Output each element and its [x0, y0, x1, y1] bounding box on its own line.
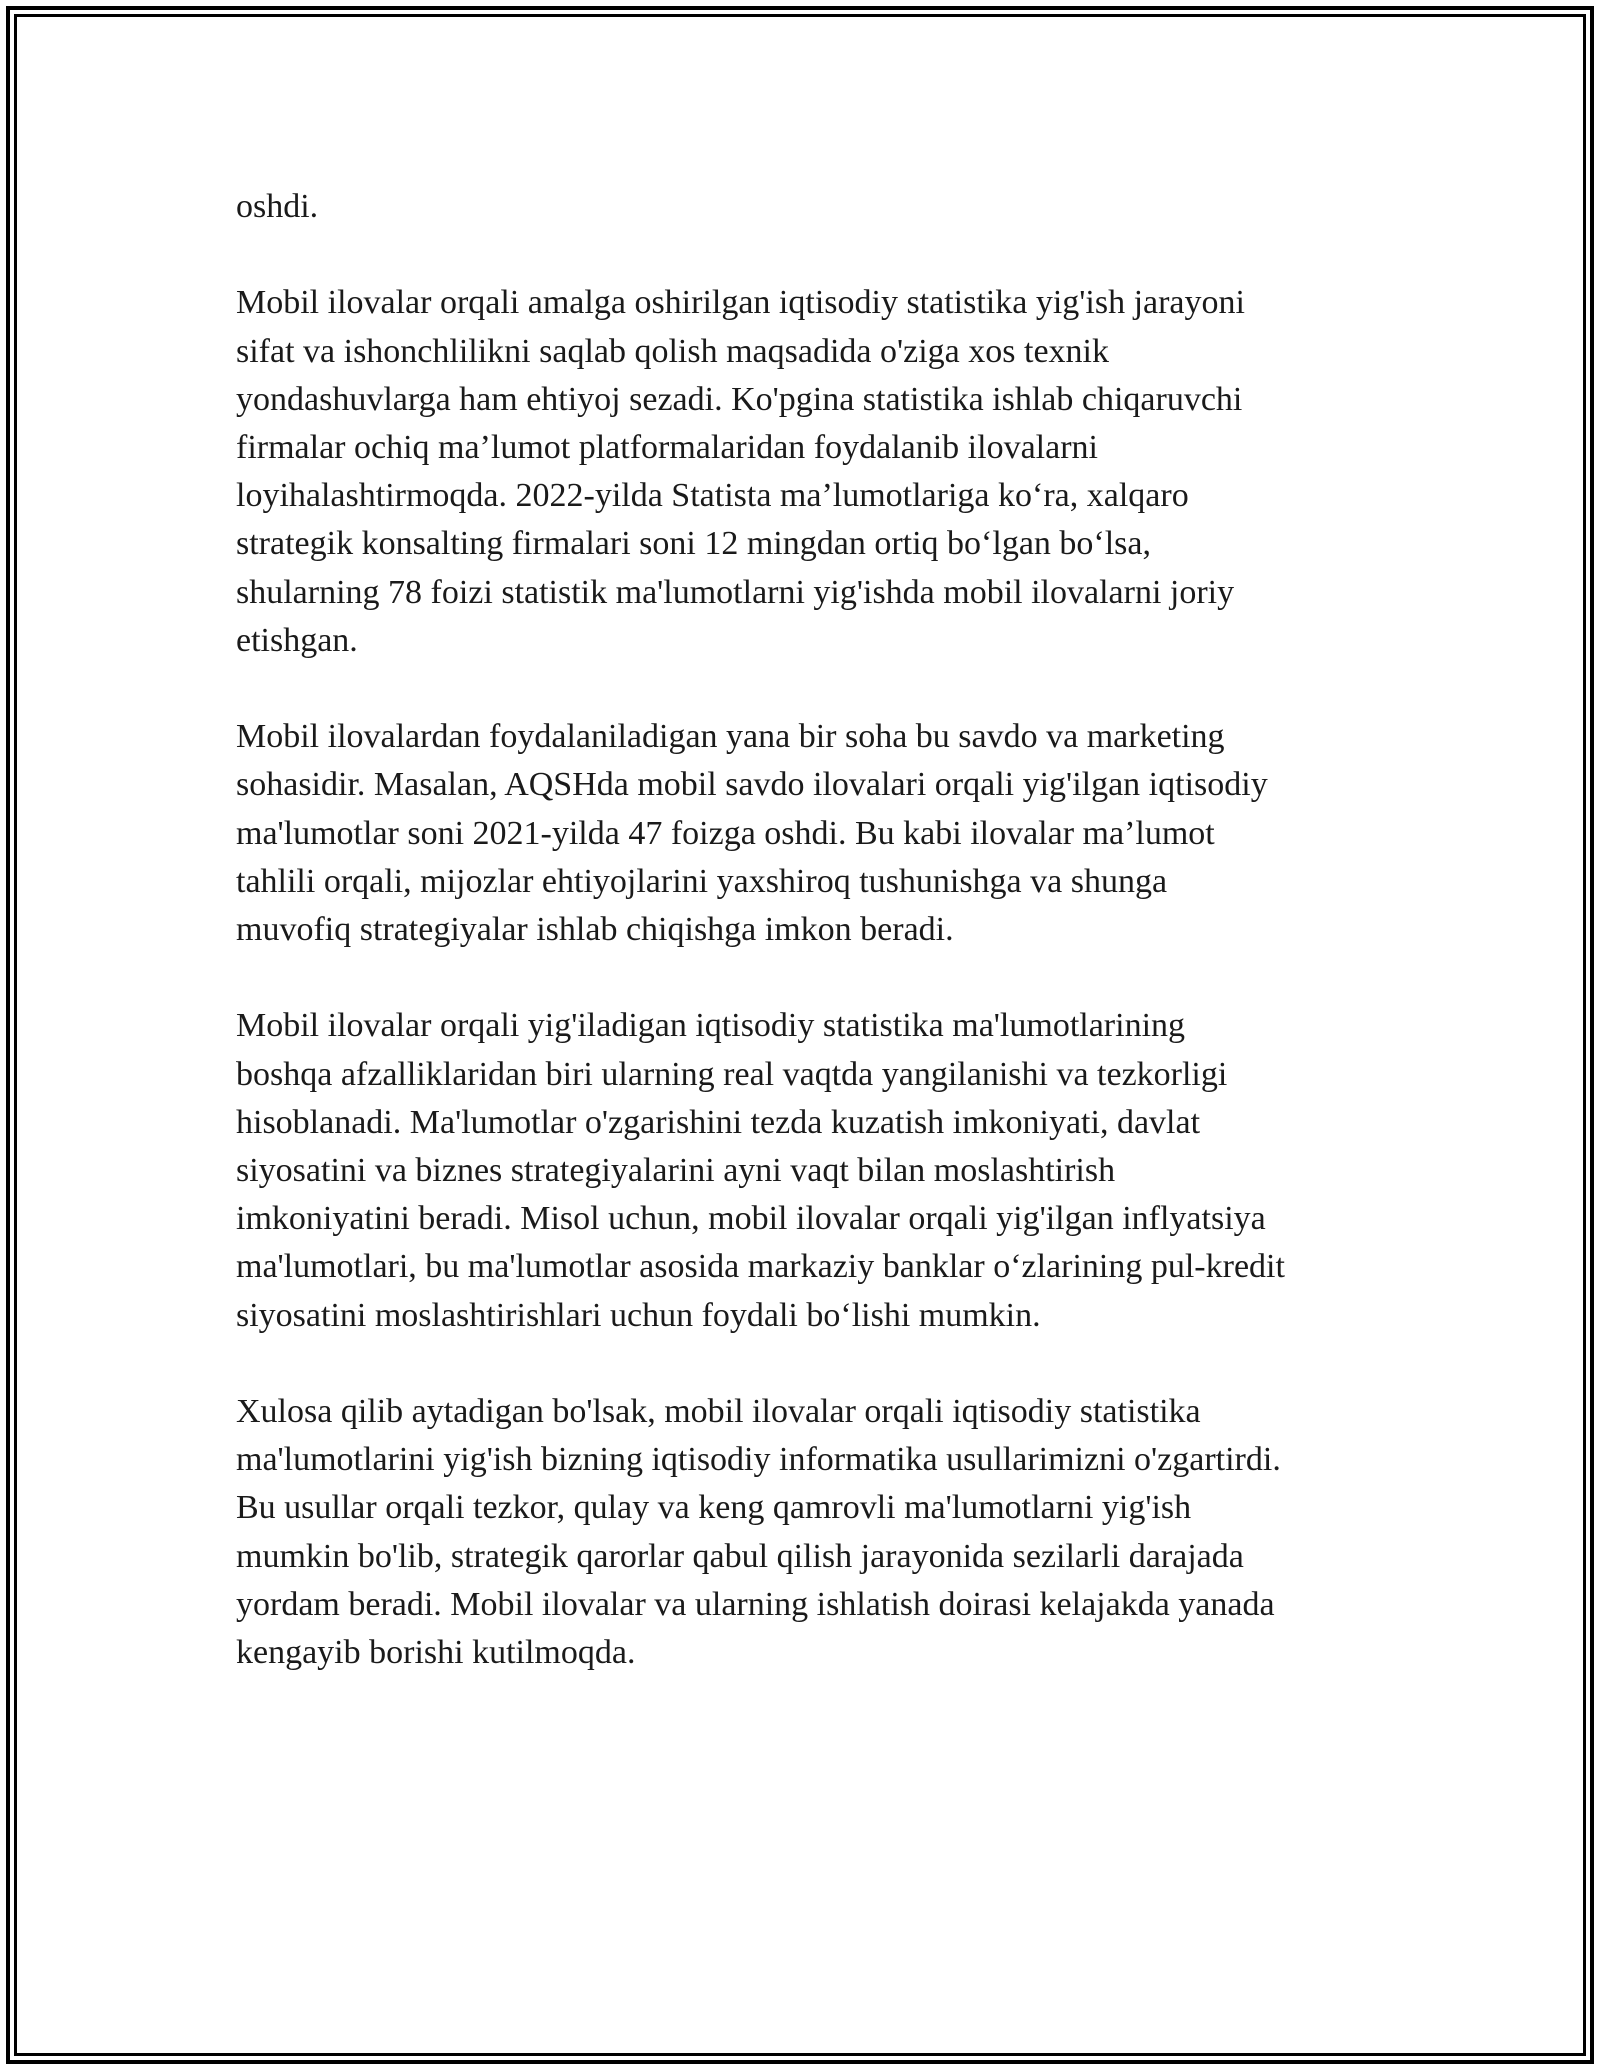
text-line: siyosatini va biznes strategiyalarini ayni vaqt bilan moslashtirish — [236, 1152, 1116, 1190]
text-line: loyihalashtirmoqda. 2022-yilda Statista ma’lumotlariga koʻra, xalqaro — [236, 477, 1189, 515]
text-line: yondashuvlarga ham ehtiyoj sezadi. Ko'pgina statistika ishlab chiqaruvchi — [236, 380, 1243, 418]
text-line: strategik konsalting firmalari soni 12 mingdan ortiq boʻlgan boʻlsa, — [236, 525, 1151, 563]
text-line: ma'lumotlarini yig'ish bizning iqtisodiy informatika usullarimizni o'zgartirdi. — [236, 1441, 1281, 1479]
text-line: ma'lumotlar soni 2021-yilda 47 foizga oshdi. Bu kabi ilovalar ma’lumot — [236, 814, 1215, 852]
text-line: boshqa afzalliklaridan biri ularning real vaqtda yangilanishi va tezkorligi — [236, 1055, 1228, 1093]
paragraph-3 — [236, 713, 1376, 954]
text-line: shularning 78 foizi statistik ma'lumotlarni yig'ishda mobil ilovalarni joriy — [236, 573, 1235, 611]
text-line: Mobil ilovalar orqali yig'iladigan iqtisodiy statistika ma'lumotlarining — [236, 1007, 1186, 1045]
paragraph-4 — [236, 1002, 1376, 1339]
text-line: firmalar ochiq ma’lumot platformalaridan foydalanib ilovalarni — [236, 429, 1098, 466]
text-line: siyosatini moslashtirishlari uchun foydali boʻlishi mumkin. — [236, 1296, 1041, 1334]
text-line: tahlili orqali, mijozlar ehtiyojlarini yaxshiroq tushunishga va shunga — [236, 862, 1168, 900]
text-line: etishgan. — [236, 621, 358, 659]
text-line: Mobil ilovalardan foydalaniladigan yana bir soha bu savdo va marketing — [236, 718, 1225, 756]
text-line: Bu usullar orqali tezkor, qulay va keng qamrovli ma'lumotlarni yig'ish — [236, 1489, 1192, 1527]
text-line: ma'lumotlari, bu ma'lumotlar asosida markaziy banklar oʻzlarining pul-kredit — [236, 1248, 1285, 1286]
text-line: yordam beradi. Mobil ilovalar va ularning ishlatish doirasi kelajakda yanada — [236, 1585, 1275, 1623]
paragraph-1 — [236, 183, 1376, 231]
text-line: sohasidir. Masalan, AQSHda mobil savdo ilovalari orqali yig'ilgan iqtisodiy — [236, 766, 1268, 804]
document-body — [236, 183, 1376, 1725]
text-line: Mobil ilovalar orqali amalga oshirilgan iqtisodiy statistika yig'ish jarayoni — [236, 284, 1245, 322]
text-line: oshdi. — [236, 188, 319, 225]
text-line: Xulosa qilib aytadigan bo'lsak, mobil ilovalar orqali iqtisodiy statistika — [236, 1393, 1201, 1431]
text-line: hisoblanadi. Ma'lumotlar o'zgarishini tezda kuzatish imkoniyati, davlat — [236, 1103, 1201, 1141]
text-line: imkoniyatini beradi. Misol uchun, mobil ilovalar orqali yig'ilgan inflyatsiya — [236, 1200, 1266, 1238]
text-line: kengayib borishi kutilmoqda. — [236, 1634, 636, 1672]
text-line: mumkin bo'lib, strategik qarorlar qabul qilish jarayonida sezilarli darajada — [236, 1537, 1244, 1575]
text-line: muvofiq strategiyalar ishlab chiqishga imkon beradi. — [236, 911, 954, 949]
text-line: sifat va ishonchlilikni saqlab qolish maqsadida o'ziga xos texnik — [236, 332, 1109, 370]
paragraph-5 — [236, 1388, 1376, 1677]
paragraph-2 — [236, 279, 1376, 665]
